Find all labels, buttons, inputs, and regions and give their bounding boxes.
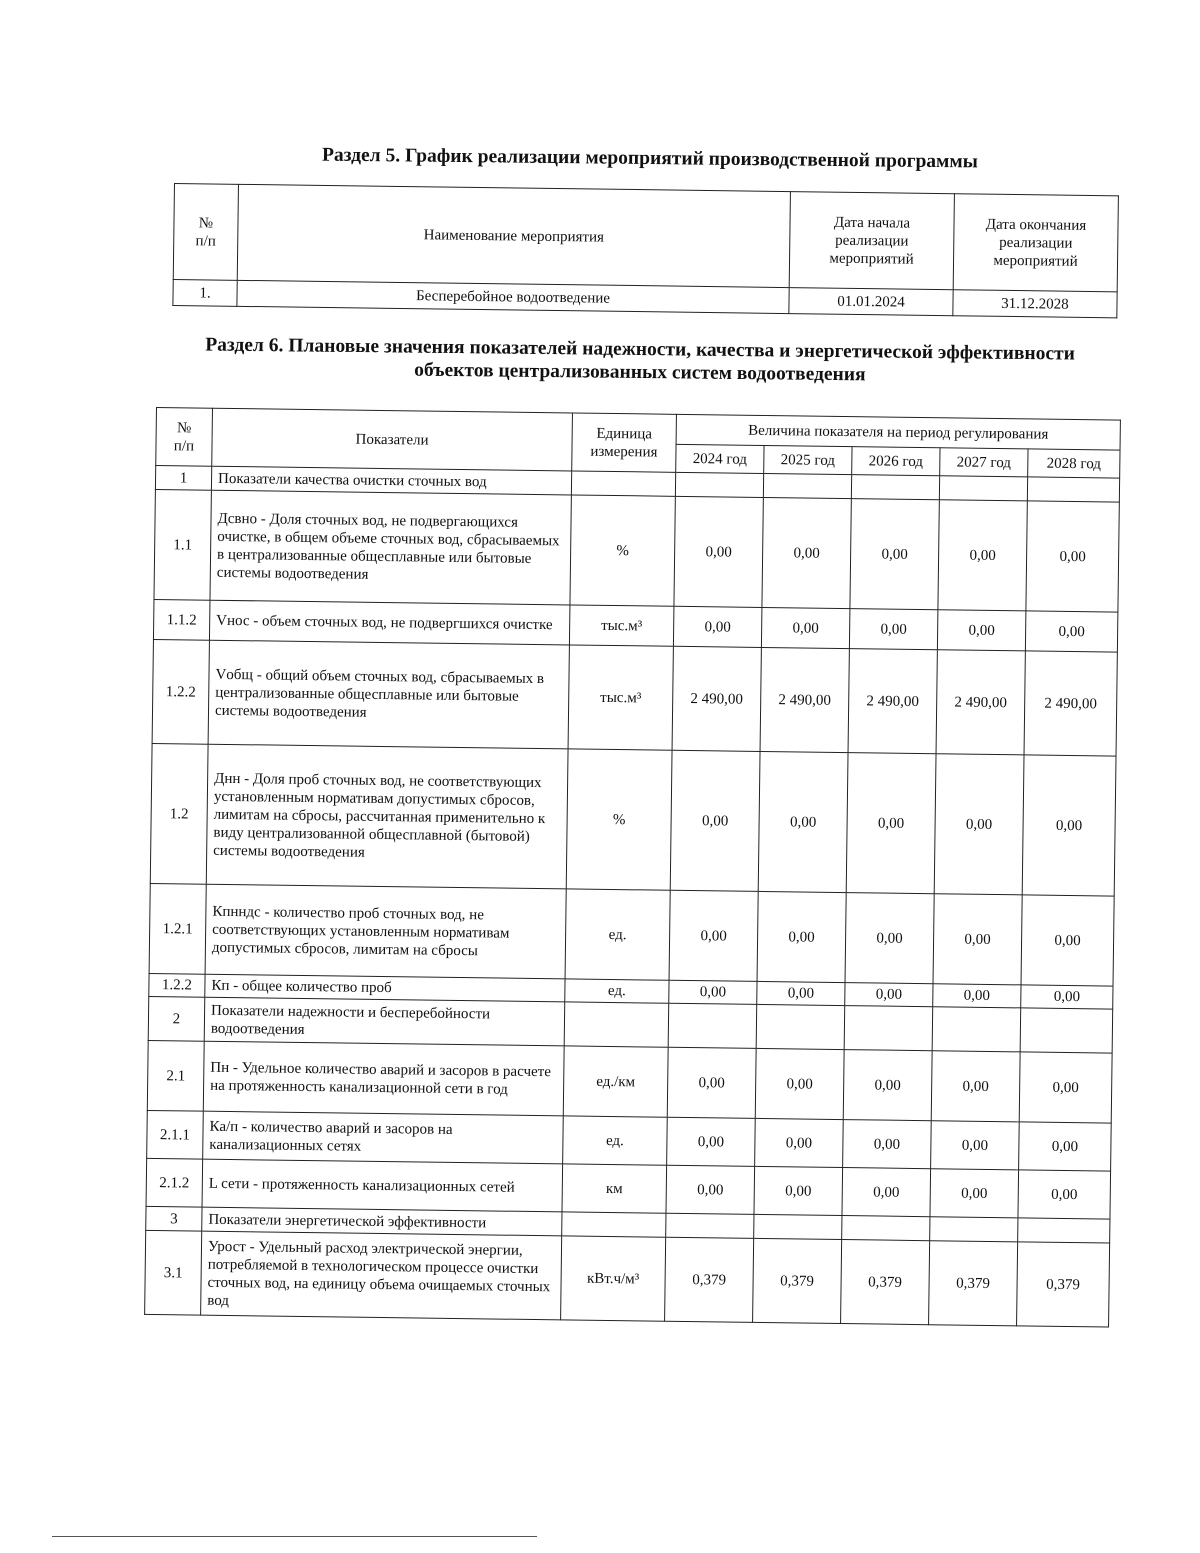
row-value-cell: 0,00 xyxy=(669,980,757,1004)
row-value-cell: 0,00 xyxy=(755,1118,844,1167)
row-value-cell xyxy=(932,1007,1021,1052)
section5-header-name: Наименование мероприятия xyxy=(237,184,790,287)
row-value-cell xyxy=(1027,477,1119,502)
row-value-cell: 0,00 xyxy=(669,890,758,981)
row-value-cell xyxy=(1018,1218,1110,1243)
row-indicator-cell: Vобщ - общий объем сточных вод, сбрасываемых в централизованные общесплавные или бытовые системы водоотведения xyxy=(208,640,569,749)
table-row xyxy=(147,1040,1112,1123)
row-value-cell: 0,00 xyxy=(670,750,760,891)
row-unit-cell xyxy=(571,471,675,496)
row-value-cell xyxy=(675,472,763,497)
row-value-cell: 2 490,00 xyxy=(936,650,1025,755)
row-value-cell: 0,00 xyxy=(758,751,848,892)
row-value-cell: 0,00 xyxy=(1019,1052,1112,1123)
row-num-cell: 3 xyxy=(146,1206,202,1231)
row-value-cell: 0,00 xyxy=(846,753,936,894)
row-value-cell xyxy=(842,1216,930,1241)
row-unit-cell xyxy=(562,1212,666,1237)
row-indicator-cell: Днн - Доля проб сточных вод, не соответствующих установленным нормативам допустимых сбросов, лимитам на сбросы, рассчитанная применительно к виду централизованной общесплавной (бытовой) системы водоотведения xyxy=(206,744,568,889)
row-value-cell: 0,00 xyxy=(1021,895,1114,986)
row-value-cell: 0,00 xyxy=(842,1168,931,1217)
row-value-cell xyxy=(754,1214,842,1239)
row-num-cell: 2 xyxy=(148,996,205,1041)
row-num-cell: 1.2 xyxy=(150,743,208,884)
row-value-cell xyxy=(668,1003,757,1048)
row-value-cell xyxy=(756,1004,845,1049)
section6-table-body xyxy=(145,466,1120,1328)
row-value-cell: 0,00 xyxy=(1021,985,1113,1009)
row-value-cell: 0,00 xyxy=(1025,611,1118,652)
row-value-cell: 0,379 xyxy=(1017,1242,1110,1327)
row-num-cell: 2.1.1 xyxy=(147,1110,204,1159)
row-value-cell: 0,00 xyxy=(666,1165,755,1214)
row-value-cell xyxy=(763,473,851,498)
section6-header-num: № п/п xyxy=(156,408,213,467)
row-num-cell: 1.2.2 xyxy=(149,973,205,997)
row-value-cell: 0,00 xyxy=(754,1166,843,1215)
row-indicator-cell: Кпнндс - количество проб сточных вод, не соответствующих установленным нормативам допустимых сбросов, лимитам на сбросы xyxy=(205,884,566,979)
section5-row-num: 1. xyxy=(173,279,237,306)
row-value-cell xyxy=(939,476,1027,501)
row-value-cell: 0,00 xyxy=(933,894,1022,985)
section5-header-end: Дата окончания реализации мероприятий xyxy=(953,194,1118,292)
row-indicator-cell: L сети - протяженность канализационных сетей xyxy=(202,1159,563,1212)
row-value-cell: 0,00 xyxy=(757,981,845,1005)
row-value-cell: 0,00 xyxy=(845,893,934,984)
row-value-cell: 0,00 xyxy=(1026,501,1119,612)
section6-title: Раздел 6. Плановые значения показателей надежности, качества и энергетической эффективности объектов централизованных систем водоотведения xyxy=(205,334,1076,386)
row-value-cell xyxy=(666,1213,754,1238)
row-unit-cell: тыс.м³ xyxy=(569,605,674,646)
row-unit-cell xyxy=(564,1002,669,1047)
section5-header-start: Дата начала реализации мероприятий xyxy=(789,192,954,290)
row-value-cell xyxy=(844,1006,933,1051)
row-indicator-cell: Дсвно - Доля сточных вод, не подвергающихся очистке, в общем объеме сточных вод, сбрасываемых в централизованные общесплавные или бытовые системы водоотведения xyxy=(210,490,571,605)
row-value-cell: 0,00 xyxy=(930,1169,1019,1218)
row-value-cell: 0,00 xyxy=(843,1120,932,1169)
row-value-cell: 2 490,00 xyxy=(760,647,849,752)
row-num-cell: 1.2.2 xyxy=(152,639,209,744)
row-value-cell: 0,00 xyxy=(755,1048,844,1119)
row-indicator-cell: Ка/п - количество аварий и засоров на канализационных сетях xyxy=(203,1111,564,1164)
row-value-cell: 2 490,00 xyxy=(672,646,761,751)
row-unit-cell: кВт.ч/м³ xyxy=(561,1236,666,1321)
row-num-cell: 3.1 xyxy=(145,1230,202,1315)
section6-header-year: 2028 год xyxy=(1028,449,1120,478)
section5-row-end: 31.12.2028 xyxy=(953,290,1117,318)
row-value-cell: 0,00 xyxy=(934,754,1024,895)
row-value-cell: 0,00 xyxy=(1022,755,1116,896)
table-row xyxy=(149,883,1114,986)
section6-table xyxy=(144,407,1121,1328)
row-num-cell: 1.1.2 xyxy=(153,599,210,640)
table-row xyxy=(152,639,1117,756)
row-indicator-cell: Показатели энергетической эффективности xyxy=(202,1207,562,1236)
table-row xyxy=(145,1230,1110,1327)
row-unit-cell: % xyxy=(570,495,675,606)
section6-header-year: 2024 год xyxy=(676,444,764,473)
row-indicator-cell: Пн - Удельное количество аварий и засоров в расчете на протяженность канализационной сети в год xyxy=(203,1041,564,1116)
table-row xyxy=(150,743,1116,896)
row-value-cell: 0,00 xyxy=(673,606,762,647)
row-value-cell: 0,00 xyxy=(667,1047,756,1118)
row-indicator-cell: Урост - Удельный расход электрической энергии, потребляемой в технологическом процессе очистки сточных вод, на единицу объема очищаемых сточных вод xyxy=(201,1231,562,1320)
row-indicator-cell: Показатели надежности и бесперебойности водоотведения xyxy=(204,997,565,1046)
row-num-cell: 1 xyxy=(155,466,211,491)
row-value-cell: 0,00 xyxy=(843,1050,932,1121)
section5-row-start: 01.01.2024 xyxy=(789,288,953,316)
row-value-cell: 0,00 xyxy=(1018,1170,1111,1219)
section6-header-indicator: Показатели xyxy=(212,408,573,471)
row-value-cell: 0,00 xyxy=(850,499,939,610)
row-indicator-cell: Показатели качества очистки сточных вод xyxy=(211,466,571,495)
row-value-cell: 0,00 xyxy=(845,983,933,1007)
row-value-cell xyxy=(930,1217,1018,1242)
row-unit-cell: ед. xyxy=(565,979,669,1003)
section5-table-wrapper xyxy=(172,183,1119,318)
row-unit-cell: км xyxy=(562,1164,667,1213)
section5-title: Раздел 5. График реализации мероприятий производственной программы xyxy=(321,144,979,173)
row-indicator-cell: Vнос - объем сточных вод, не подвергшихся очистке xyxy=(209,600,569,645)
row-value-cell: 0,00 xyxy=(667,1117,756,1166)
row-num-cell: 1.1 xyxy=(154,489,211,600)
row-value-cell: 0,00 xyxy=(757,891,846,982)
row-num-cell: 1.2.1 xyxy=(149,883,206,974)
row-value-cell: 0,00 xyxy=(933,984,1021,1008)
section6-header-year: 2026 год xyxy=(852,447,940,476)
section5-table xyxy=(172,183,1119,318)
row-unit-cell: тыс.м³ xyxy=(568,645,673,750)
row-unit-cell: ед. xyxy=(565,889,670,980)
row-num-cell: 2.1 xyxy=(147,1040,204,1111)
row-value-cell: 0,00 xyxy=(849,609,938,650)
row-value-cell xyxy=(851,475,939,500)
row-value-cell: 0,379 xyxy=(841,1240,930,1325)
section5-header-num: № п/п xyxy=(173,184,238,281)
row-value-cell xyxy=(1020,1008,1113,1053)
row-unit-cell: % xyxy=(566,749,672,890)
row-indicator-cell: Кп - общее количество проб xyxy=(205,974,565,1002)
row-value-cell: 0,379 xyxy=(665,1237,754,1322)
row-value-cell: 0,379 xyxy=(929,1241,1018,1326)
row-value-cell: 0,00 xyxy=(1019,1122,1112,1171)
section6-header-year: 2025 год xyxy=(764,445,852,474)
row-value-cell: 0,379 xyxy=(753,1238,842,1323)
row-unit-cell: ед. xyxy=(563,1116,668,1165)
row-value-cell: 2 490,00 xyxy=(1024,651,1117,756)
section5-row-name: Бесперебойное водоотведение xyxy=(237,280,789,313)
section6-header-unit: Единица измерения xyxy=(572,413,677,472)
row-value-cell: 0,00 xyxy=(931,1051,1020,1122)
section6-header-period: Величина показателя на период регулирования xyxy=(676,414,1120,450)
row-num-cell: 2.1.2 xyxy=(146,1158,203,1207)
row-value-cell: 0,00 xyxy=(762,497,851,608)
section6-header-year: 2027 год xyxy=(940,448,1028,477)
row-value-cell: 0,00 xyxy=(931,1121,1020,1170)
footer-divider xyxy=(52,1536,537,1537)
row-value-cell: 0,00 xyxy=(938,500,1027,611)
row-value-cell: 0,00 xyxy=(761,607,850,648)
section6-table-wrapper xyxy=(144,407,1121,1328)
row-value-cell: 0,00 xyxy=(937,610,1026,651)
row-value-cell: 2 490,00 xyxy=(848,649,937,754)
table-row xyxy=(154,489,1119,612)
row-unit-cell: ед./км xyxy=(563,1046,668,1117)
row-value-cell: 0,00 xyxy=(674,496,763,607)
